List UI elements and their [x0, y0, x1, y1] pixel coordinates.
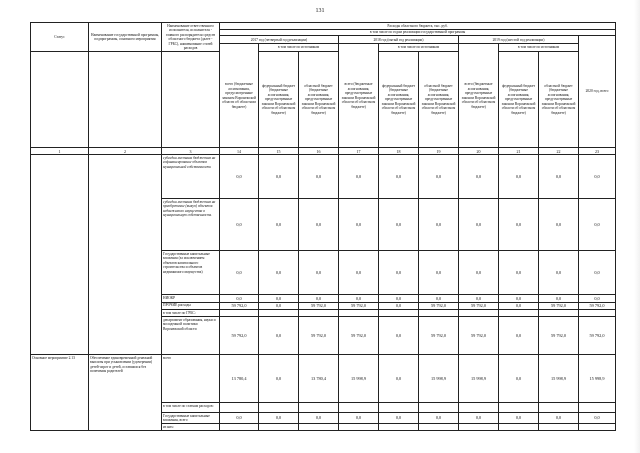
row-value: 15 998,9 [579, 355, 616, 403]
row-value [220, 310, 259, 317]
row-value [499, 424, 539, 431]
row-value: 0,0 [220, 155, 259, 199]
row-value [419, 310, 459, 317]
header-top-title: Расходы областного бюджета, тыс. руб. [220, 23, 616, 30]
row-label: Государственные капитальные вложения, всего [162, 413, 220, 424]
row-value: 59 792,0 [539, 302, 579, 310]
row-value [299, 424, 339, 431]
row-value: 59 792,0 [419, 317, 459, 355]
row-value: 0,0 [339, 251, 379, 295]
column-number: 19 [419, 148, 459, 155]
column-number: 16 [299, 148, 339, 155]
row-value [419, 403, 459, 413]
row-value [259, 403, 299, 413]
row-value: 0,0 [379, 295, 419, 303]
row-value: 59 792,0 [339, 302, 379, 310]
row-label: субсидии местным бюджетам на приобретение (выкуп) объектов недвижимого имущества в муниципальную собственность [162, 199, 220, 251]
row-status [31, 155, 89, 355]
row-value [339, 424, 379, 431]
row-value: 0,0 [459, 199, 499, 251]
table-row [31, 155, 616, 199]
row-value: 0,0 [299, 199, 339, 251]
row-value [299, 310, 339, 317]
row-value: 59 792,0 [459, 302, 499, 310]
row-value [259, 424, 299, 431]
row-value [379, 424, 419, 431]
row-value [459, 310, 499, 317]
row-value: 0,0 [259, 317, 299, 355]
row-value: 0,0 [259, 413, 299, 424]
row-value [539, 403, 579, 413]
row-value: 0,0 [299, 413, 339, 424]
row-value [499, 310, 539, 317]
row-value [579, 403, 616, 413]
row-value: 15 998,9 [539, 355, 579, 403]
row-value: 0,0 [379, 413, 419, 424]
table-row [31, 355, 616, 403]
row-value: 0,0 [499, 302, 539, 310]
header-2018-incl: в том числе по источникам [379, 44, 459, 52]
row-value: 59 792,0 [539, 317, 579, 355]
row-value: 13 780,4 [299, 355, 339, 403]
header-year-2020: 2020 год, всего [579, 36, 616, 148]
row-value: 0,0 [379, 251, 419, 295]
row-value: 0,0 [220, 413, 259, 424]
header-2019-federal: федеральный бюджет (бюджетные ассигнования, предусмотренные законом Воронежской области об областном бюджете) [499, 52, 539, 148]
header-executor-spacer [162, 52, 220, 148]
row-value: 0,0 [499, 317, 539, 355]
row-value: 0,0 [459, 251, 499, 295]
row-value [379, 310, 419, 317]
row-value: 0,0 [299, 155, 339, 199]
header-year-2019: 2019 год (шестой год реализации) [459, 36, 579, 44]
header-2017-federal: федеральный бюджет (бюджетные ассигнования, предусмотренные законом Воронежской области об областном бюджете) [259, 52, 299, 148]
row-value [459, 403, 499, 413]
row-value: 59 792,0 [579, 302, 616, 310]
header-2019-regional: областной бюджет (бюджетные ассигнования, предусмотренные законом Воронежской области об областном бюджете) [539, 52, 579, 148]
row-value: 0,0 [419, 251, 459, 295]
header-sub-title: в том числе по годам реализации государственной программы [220, 29, 616, 36]
row-value: 0,0 [259, 251, 299, 295]
row-value: 0,0 [220, 295, 259, 303]
header-program-spacer [89, 52, 162, 148]
row-value: 0,0 [339, 199, 379, 251]
row-status: Основное мероприятие 2.13 [31, 355, 89, 431]
column-number: 2 [89, 148, 162, 155]
row-value: 0,0 [539, 199, 579, 251]
row-value: 0,0 [259, 355, 299, 403]
row-value: 15 998,9 [419, 355, 459, 403]
header-status-spacer [31, 52, 89, 148]
row-value [379, 403, 419, 413]
row-value: 0,0 [259, 155, 299, 199]
row-value: 0,0 [379, 317, 419, 355]
row-value: 0,0 [419, 413, 459, 424]
header-2019-incl: в том числе по источникам [499, 44, 579, 52]
row-value: 59 792,0 [299, 317, 339, 355]
header-2017-incl: в том числе по источникам [259, 44, 339, 52]
header-executor: Наименование ответственного исполнителя, исполнителя - главного распорядителя средств областного бюджета (далее - ГРБС), наименование статей расходов [162, 23, 220, 52]
header-2018-total: всего (бюджетные ассигнования, предусмотренные законом Воронежской области об областном бюджете) [339, 44, 379, 148]
row-value [299, 403, 339, 413]
row-value: 0,0 [379, 355, 419, 403]
row-value: 59 792,0 [579, 317, 616, 355]
row-value [339, 310, 379, 317]
row-value [499, 403, 539, 413]
row-label: из них: [162, 424, 220, 431]
column-number: 18 [379, 148, 419, 155]
row-value [220, 403, 259, 413]
row-value: 0,0 [339, 155, 379, 199]
row-program-name [89, 155, 162, 355]
row-value [259, 310, 299, 317]
row-value: 0,0 [459, 295, 499, 303]
row-value: 0,0 [220, 199, 259, 251]
row-value: 0,0 [499, 199, 539, 251]
column-number: 22 [539, 148, 579, 155]
row-value: 0,0 [299, 251, 339, 295]
row-value: 0,0 [539, 295, 579, 303]
row-value: 0,0 [419, 199, 459, 251]
row-value: 59 792,0 [220, 302, 259, 310]
row-value: 0,0 [419, 295, 459, 303]
row-value: 15 998,9 [339, 355, 379, 403]
row-value [539, 310, 579, 317]
column-number: 20 [459, 148, 499, 155]
row-value: 0,0 [459, 155, 499, 199]
header-2017-total: всего (бюджетные ассигнования, предусмотренные законом Воронежской области об областном бюджете) [220, 44, 259, 148]
row-label: ПРОЧИЕ расходы [162, 302, 220, 310]
row-value [339, 403, 379, 413]
row-value: 0,0 [419, 155, 459, 199]
row-label: в том числе по ГРБС: [162, 310, 220, 317]
row-value: 0,0 [459, 413, 499, 424]
row-value: 0,0 [299, 295, 339, 303]
row-value: 0,0 [339, 413, 379, 424]
row-value [539, 424, 579, 431]
column-number: 17 [339, 148, 379, 155]
row-value: 13 780,4 [220, 355, 259, 403]
row-value: 0,0 [579, 155, 616, 199]
row-value [459, 424, 499, 431]
row-value [579, 424, 616, 431]
column-number: 23 [579, 148, 616, 155]
row-value: 0,0 [539, 251, 579, 295]
row-value: 0,0 [379, 155, 419, 199]
header-program-name: Наименование государственной программы, подпрограммы, основного мероприятия [89, 23, 162, 52]
page-number: 131 [315, 8, 325, 14]
row-label: в том числе по статьям расходов: [162, 403, 220, 413]
row-program-name: Обеспечение единовременной денежной выплаты при усыновлении (удочерении) детей-сирот и детей, оставшихся без попечения родителей [89, 355, 162, 431]
header-year-2018: 2018 год (пятый год реализации) [339, 36, 459, 44]
header-2018-regional: областной бюджет (бюджетные ассигнования, предусмотренные законом Воронежской области об областном бюджете) [419, 52, 459, 148]
header-2017-regional: областной бюджет (бюджетные ассигнования, предусмотренные законом Воронежской области об областном бюджете) [299, 52, 339, 148]
row-value: 0,0 [499, 413, 539, 424]
row-label: субсидии местным бюджетам на софинансирование объектов муниципальной собственности [162, 155, 220, 199]
column-number: 15 [259, 148, 299, 155]
row-value: 0,0 [579, 295, 616, 303]
row-value [220, 424, 259, 431]
column-number: 14 [220, 148, 259, 155]
row-value: 0,0 [539, 413, 579, 424]
header-2018-federal: федеральный бюджет (бюджетные ассигнования, предусмотренные законом Воронежской области об областном бюджете) [379, 52, 419, 148]
header-status: Статус [31, 23, 89, 52]
row-value: 59 792,0 [339, 317, 379, 355]
row-value: 15 998,9 [459, 355, 499, 403]
row-value: 0,0 [579, 199, 616, 251]
budget-table [30, 22, 616, 431]
row-value: 59 792,0 [299, 302, 339, 310]
row-label: департамент образования, науки и молодежной политики Воронежской области [162, 317, 220, 355]
row-value: 0,0 [579, 251, 616, 295]
row-value: 0,0 [539, 155, 579, 199]
row-value: 59 792,0 [419, 302, 459, 310]
row-value: 0,0 [379, 199, 419, 251]
row-value [579, 310, 616, 317]
row-value: 0,0 [579, 413, 616, 424]
column-number: 3 [162, 148, 220, 155]
column-number-row [31, 148, 616, 155]
row-value: 59 792,0 [459, 317, 499, 355]
scan-edge [634, 0, 640, 453]
row-value: 0,0 [499, 155, 539, 199]
row-value: 0,0 [339, 295, 379, 303]
row-value: 0,0 [259, 302, 299, 310]
row-label: Государственные капитальные вложения (за исключением объектов капитального строительства и объектов недвижимого имущества) [162, 251, 220, 295]
row-value: 0,0 [499, 251, 539, 295]
row-label: всего [162, 355, 220, 403]
row-label: НИОКР [162, 295, 220, 303]
row-value: 0,0 [259, 199, 299, 251]
row-value: 0,0 [499, 355, 539, 403]
row-value [419, 424, 459, 431]
header-year-2017: 2017 год (четвертый год реализации) [220, 36, 339, 44]
header-2019-total: всего (бюджетные ассигнования, предусмотренные законом Воронежской области об областном бюджете) [459, 44, 499, 148]
row-value: 0,0 [259, 295, 299, 303]
column-number: 21 [499, 148, 539, 155]
row-value: 0,0 [379, 302, 419, 310]
row-value: 0,0 [220, 251, 259, 295]
row-value: 59 792,0 [220, 317, 259, 355]
row-value: 0,0 [499, 295, 539, 303]
column-number: 1 [31, 148, 89, 155]
